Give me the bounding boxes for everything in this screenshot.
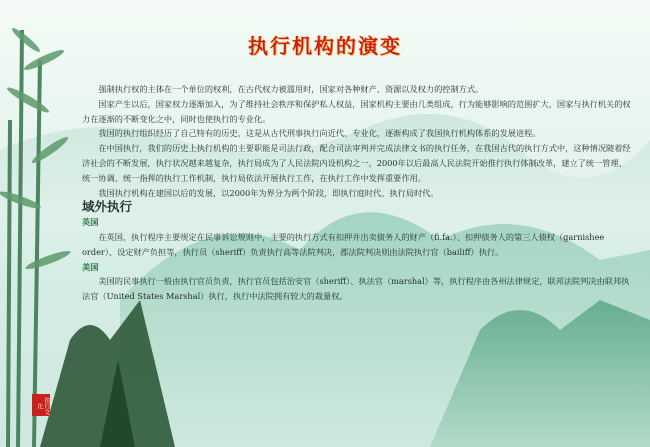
paragraph: 我国执行机构在建国以后的发展，以2000年为界分为两个阶段，即执行庭时代、执行局时代。	[98, 187, 439, 198]
subsection-heading: 英国	[82, 217, 99, 228]
paragraph: 我国的执行组织经历了自己特有的历史，这是从古代刑事执行向近代、专业化，逐渐构成了我国执行机构体系的发展进程。	[98, 128, 541, 139]
article-body	[82, 82, 632, 304]
paragraph: 在中国执行，我们的历史上执行机构的主要职能是司法行政，配合司法审判并完成法律文书的执行任务，在我国古代的执行方式中，这种情况随着经济社会的不断发展，执行状况越来越复杂，执行局成为了人民法院内设机构之一，2000年以后最高人民法院开始推行执行体制改革，建立了统一管理、统一协调、统一指挥的执行工作机制，执行局依法开展执行工作，在执行工作中发挥重要作用。	[82, 143, 631, 183]
subsection-heading: 美国	[82, 261, 99, 272]
subsection-text: 美国的民事执行一般由执行官员负责，执行官员包括治安官（sheriff）、执法官（marshal）等，执行程序由各州法律规定，联邦法院判决由联邦执法官（United States Marshal）执行，执行中法院拥有较大的裁量权。	[82, 276, 630, 302]
paragraph: 国家产生以后，国家权力逐渐加入，为了维持社会秩序和保护私人权益，国家机构主要由几类组成，行为能够影响的范围扩大，国家与执行机关的权力在逐渐的不断变化之中，同时也使执行的专业化。	[82, 98, 631, 124]
subsection-text: 在英国，执行程序主要规定在民事诉讼规则中，主要的执行方式有扣押并出卖债务人的财产（fi.fa.）、扣押债务人的第三人债权（garnishee order）、设定财产负担等，执行员（sheriff）负责执行高等法院判决，郡法院判决则由法院执行官（bailiff）执行。	[82, 231, 605, 257]
red-seal-stamp: 执行文化	[32, 394, 50, 416]
page-title: 执行机构的演变	[248, 34, 402, 58]
paragraph: 强制执行权的主体在一个单位的权利，在古代权力被滥用时，国家对各种财产、资源以及权力的控制方式。	[98, 84, 484, 94]
section-heading: 域外执行	[82, 199, 133, 215]
